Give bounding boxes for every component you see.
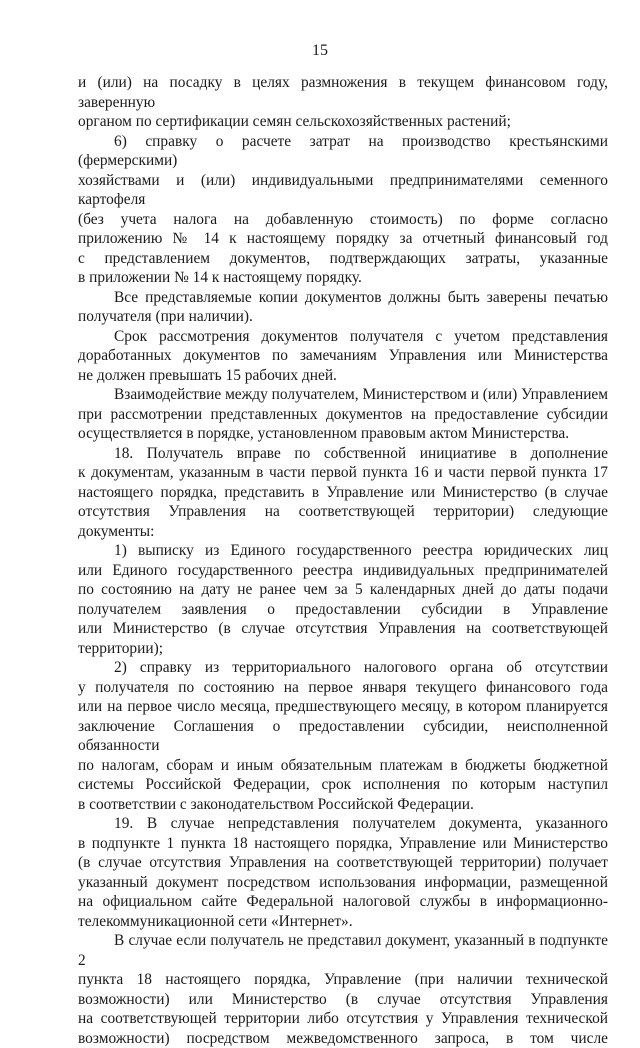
text-line: на соответствующей территории либо отсутствия у Управления технической (78, 1009, 608, 1029)
text-line: (без учета налога на добавленную стоимость) по форме согласно (78, 210, 608, 230)
text-line: В случае если получатель не представил документ, указанный в подпункте 2 (78, 931, 608, 970)
text-line: в приложении № 14 к настоящему порядку. (78, 268, 608, 288)
text-line: возможности) или Министерство (в случае отсутствия Управления (78, 990, 608, 1010)
text-line: с представлением документов, подтверждающих затраты, указанные (78, 249, 608, 269)
text-line: системы Российской Федерации, срок исполнения по которым наступил (78, 775, 608, 795)
text-line: при рассмотрении представленных документов на предоставление субсидии (78, 405, 608, 425)
text-line: приложению № 14 к настоящему порядку за отчетный финансовый год (78, 229, 608, 249)
text-line: или Министерство (в случае отсутствия Управления на соответствующей (78, 619, 608, 639)
text-line: возможности) посредством межведомственного запроса, в том числе (78, 1029, 608, 1048)
text-line: доработанных документов по замечаниям Управления или Министерства (78, 346, 608, 366)
text-line: настоящего порядка, представить в Управление или Министерство (в случае (78, 483, 608, 503)
text-line: 18. Получатель вправе по собственной инициативе в дополнение (78, 444, 608, 464)
text-line: указанный документ посредством использования информации, размещенной (78, 873, 608, 893)
text-line: 2) справку из территориального налогового органа об отсутствии (78, 658, 608, 678)
text-line: в подпункте 1 пункта 18 настоящего порядка, Управление или Министерство (78, 834, 608, 854)
text-line: 1) выписку из Единого государственного реестра юридических лиц (78, 541, 608, 561)
text-line: на официальном сайте Федеральной налоговой службы в информационно- (78, 892, 608, 912)
text-line: не должен превышать 15 рабочих дней. (78, 366, 608, 386)
text-line: (в случае отсутствия Управления на соответствующей территории) получает (78, 853, 608, 873)
text-line: получателя (при наличии). (78, 307, 608, 327)
text-line: Срок рассмотрения документов получателя с учетом представления (78, 327, 608, 347)
text-line: 19. В случае непредставления получателем документа, указанного (78, 814, 608, 834)
text-line: Взаимодействие между получателем, Министерством и (или) Управлением (78, 385, 608, 405)
text-line: территории); (78, 639, 608, 659)
text-line: и (или) на посадку в целях размножения в текущем финансовом году, заверенную (78, 73, 608, 112)
text-line: к документам, указанным в части первой пункта 16 и части первой пункта 17 (78, 463, 608, 483)
text-line: осуществляется в порядке, установленном правовым актом Министерства. (78, 424, 608, 444)
text-line: получателем заявления о предоставлении субсидии в Управление (78, 600, 608, 620)
text-line: отсутствия Управления на соответствующей территории) следующие документы: (78, 502, 608, 541)
text-line: или на первое число месяца, предшествующего месяцу, в котором планируется (78, 697, 608, 717)
text-line: пункта 18 настоящего порядка, Управление (при наличии технической (78, 970, 608, 990)
text-line: по состоянию на дату не ранее чем за 5 календарных дней до даты подачи (78, 580, 608, 600)
page-number: 15 (0, 41, 640, 61)
text-line: заключение Соглашения о предоставлении субсидии, неисполненной обязанности (78, 717, 608, 756)
text-line: в соответствии с законодательством Российской Федерации. (78, 795, 608, 815)
document-body (78, 73, 608, 1048)
text-line: хозяйствами и (или) индивидуальными предпринимателями семенного картофеля (78, 171, 608, 210)
text-line: или Единого государственного реестра индивидуальных предпринимателей (78, 561, 608, 581)
text-line: 6) справку о расчете затрат на производство крестьянскими (фермерскими) (78, 132, 608, 171)
text-line: телекоммуникационной сети «Интернет». (78, 912, 608, 932)
text-line: по налогам, сборам и иным обязательным платежам в бюджеты бюджетной (78, 756, 608, 776)
text-line: у получателя по состоянию на первое января текущего финансового года (78, 678, 608, 698)
text-line: органом по сертификации семян сельскохозяйственных растений; (78, 112, 608, 132)
text-line: Все представляемые копии документов должны быть заверены печатью (78, 288, 608, 308)
